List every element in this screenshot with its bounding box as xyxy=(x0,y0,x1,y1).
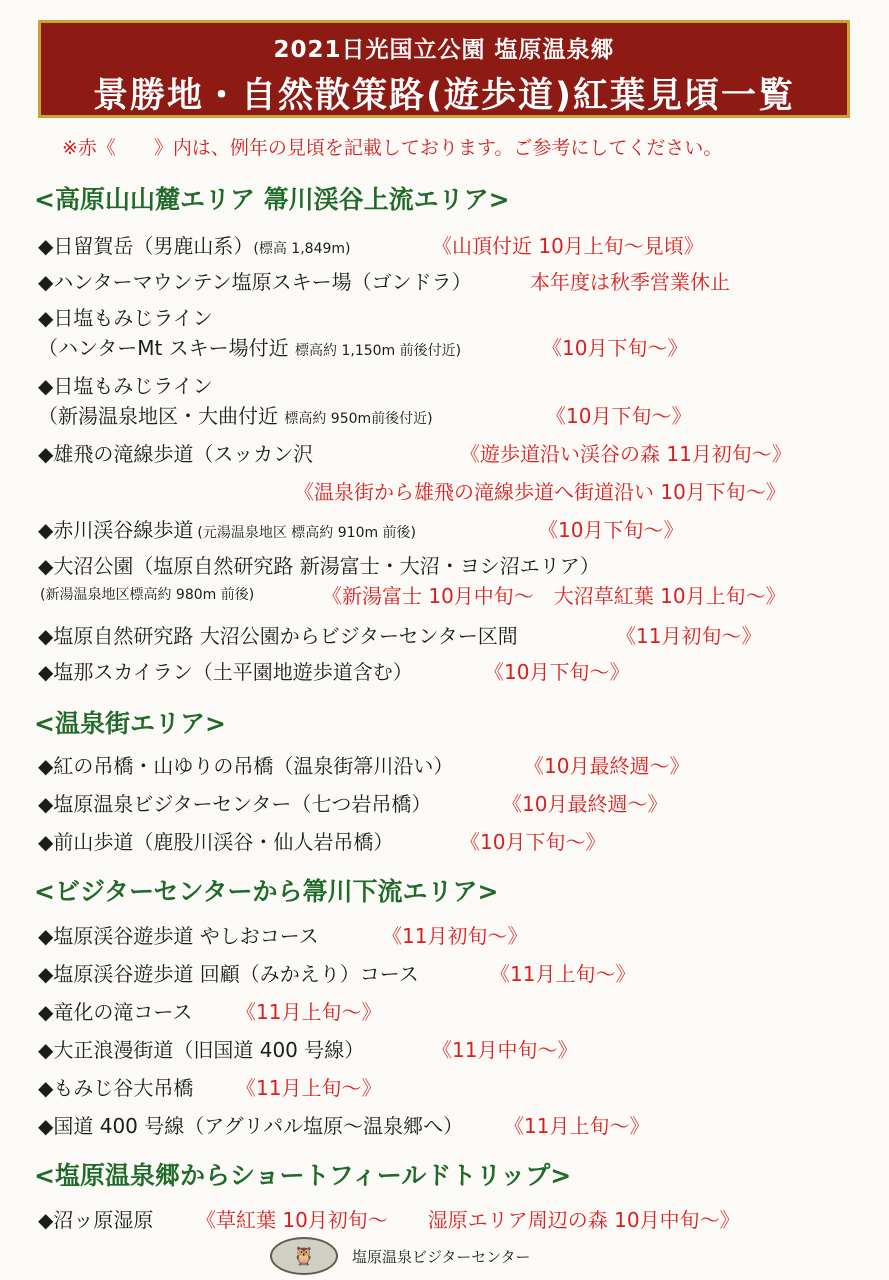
item-peak: 《山頂付近 10月上旬～見頃》 xyxy=(432,234,704,258)
owl-logo-icon: 🦉 xyxy=(270,1237,338,1275)
list-item xyxy=(38,514,416,543)
item-name: ◆日塩もみじライン xyxy=(38,306,213,330)
section-heading-highland: <高原山山麓エリア 箒川渓谷上流エリア> xyxy=(34,185,510,214)
list-item xyxy=(38,1204,153,1233)
item-detail: 標高約 1,150m 前後付近) xyxy=(295,343,462,359)
item-peak: 《11月初旬～》 xyxy=(616,624,762,648)
item-peak: 《10月下旬～》 xyxy=(546,404,692,428)
item-detail: 標高約 950m前後付近) xyxy=(284,411,433,427)
item-peak: 《11月上旬～》 xyxy=(236,1076,382,1100)
item-peak: 《11月中旬～》 xyxy=(432,1038,578,1062)
list-item xyxy=(38,958,419,987)
item-name: ◆赤川渓谷線歩道 xyxy=(38,518,194,542)
item-name: ◆塩原温泉ビジターセンター（七つ岩吊橋） xyxy=(38,792,432,816)
note-text: ※赤《 》内は、例年の見頃を記載しております。ご参考にしてください。 xyxy=(62,137,723,159)
item-peak: 《10月下旬～》 xyxy=(542,336,688,360)
list-item xyxy=(38,302,213,331)
item-name: ◆沼ッ原湿原 xyxy=(38,1208,154,1232)
item-name: ◆塩原渓谷遊歩道 回顧（みかえり）コース xyxy=(38,962,419,986)
item-peak: 《10月下旬～》 xyxy=(484,660,630,684)
title-banner xyxy=(38,20,850,118)
item-peak: 《10月下旬～》 xyxy=(460,830,606,854)
item-peak: 《遊歩道沿い渓谷の森 11月初旬～》 xyxy=(460,442,792,466)
banner-subtitle: 2021日光国立公園 塩原温泉郷 xyxy=(273,37,615,63)
item-name: ◆塩原自然研究路 大沼公園からビジターセンター区間 xyxy=(38,624,518,648)
item-detail: (元湯温泉地区 標高約 910m 前後) xyxy=(197,525,417,541)
list-item xyxy=(38,230,350,259)
item-name: ◆塩原渓谷遊歩道 やしおコース xyxy=(38,924,319,948)
list-item xyxy=(38,550,600,579)
item-peak: 《草紅葉 10月初旬～ 湿原エリア周辺の森 10月中旬～》 xyxy=(196,1208,740,1232)
item-peak: 《11月上旬～》 xyxy=(490,962,636,986)
list-item xyxy=(38,1110,463,1139)
list-item xyxy=(38,996,192,1025)
section-heading-short-trip: <塩原温泉郷からショートフィールドトリップ> xyxy=(34,1161,572,1190)
item-peak: 《新湯富士 10月中旬～ 大沼草紅葉 10月上旬～》 xyxy=(322,584,786,608)
list-item-line2 xyxy=(38,400,433,429)
section-heading-downstream: <ビジターセンターから箒川下流エリア> xyxy=(34,877,499,906)
list-item xyxy=(38,266,472,295)
list-item xyxy=(38,620,518,649)
item-name: ◆もみじ谷大吊橋 xyxy=(38,1076,194,1100)
list-item xyxy=(38,788,431,817)
item-name: ◆ハンターマウンテン塩原スキー場（ゴンドラ） xyxy=(38,270,472,294)
item-name: ◆日塩もみじライン xyxy=(38,374,213,398)
item-name: ◆国道 400 号線（アグリパル塩原～温泉郷へ） xyxy=(38,1114,464,1138)
item-peak: 《10月最終週～》 xyxy=(524,754,690,778)
item-peak: 《10月最終週～》 xyxy=(502,792,668,816)
item-name: ◆前山歩道（鹿股川渓谷・仙人岩吊橋） xyxy=(38,830,394,854)
list-item xyxy=(38,826,393,855)
list-item xyxy=(38,920,319,949)
item-peak: 《11月上旬～》 xyxy=(504,1114,650,1138)
list-item xyxy=(38,1072,193,1101)
list-item xyxy=(38,750,453,779)
item-detail: (新湯温泉地区標高約 980m 前後) xyxy=(40,587,255,603)
item-peak: 《11月上旬～》 xyxy=(236,1000,382,1024)
footer xyxy=(270,1236,531,1276)
item-name: ◆竜化の滝コース xyxy=(38,1000,193,1024)
item-name: ◆紅の吊橋・山ゆりの吊橋（温泉街箒川沿い） xyxy=(38,754,454,778)
list-item-line2 xyxy=(38,332,461,361)
list-item xyxy=(38,438,313,467)
item-name: ◆大正浪漫街道（旧国道 400 号線） xyxy=(38,1038,365,1062)
banner-title: 景勝地・自然散策路(遊歩道)紅葉見頃一覧 xyxy=(93,76,795,116)
item-name: ◆日留賀岳（男鹿山系） xyxy=(38,234,254,258)
item-name: ◆塩那スカイラン（土平園地遊歩道含む） xyxy=(38,660,413,684)
section-heading-onsen-town: <温泉街エリア> xyxy=(34,709,226,738)
item-line2: （新湯温泉地区・大曲付近 xyxy=(38,404,278,428)
footer-name: 塩原温泉ビジターセンター xyxy=(352,1247,531,1266)
item-detail: (標高 1,849m) xyxy=(253,241,351,257)
item-peak-secondary: 《温泉街から雄飛の滝線歩道へ街道沿い 10月下旬～》 xyxy=(294,480,786,504)
list-item xyxy=(38,370,213,399)
item-peak: 《11月初旬～》 xyxy=(382,924,528,948)
item-name: ◆大沼公園（塩原自然研究路 新湯富士・大沼・ヨシ沼エリア） xyxy=(38,554,600,578)
item-peak: 《10月下旬～》 xyxy=(538,518,684,542)
list-item xyxy=(38,1034,364,1063)
item-line2: （ハンターMt スキー場付近 xyxy=(38,336,289,360)
item-peak: 本年度は秋季営業休止 xyxy=(530,270,730,294)
list-item xyxy=(38,656,413,685)
item-name: ◆雄飛の滝線歩道（スッカン沢 xyxy=(38,442,314,466)
